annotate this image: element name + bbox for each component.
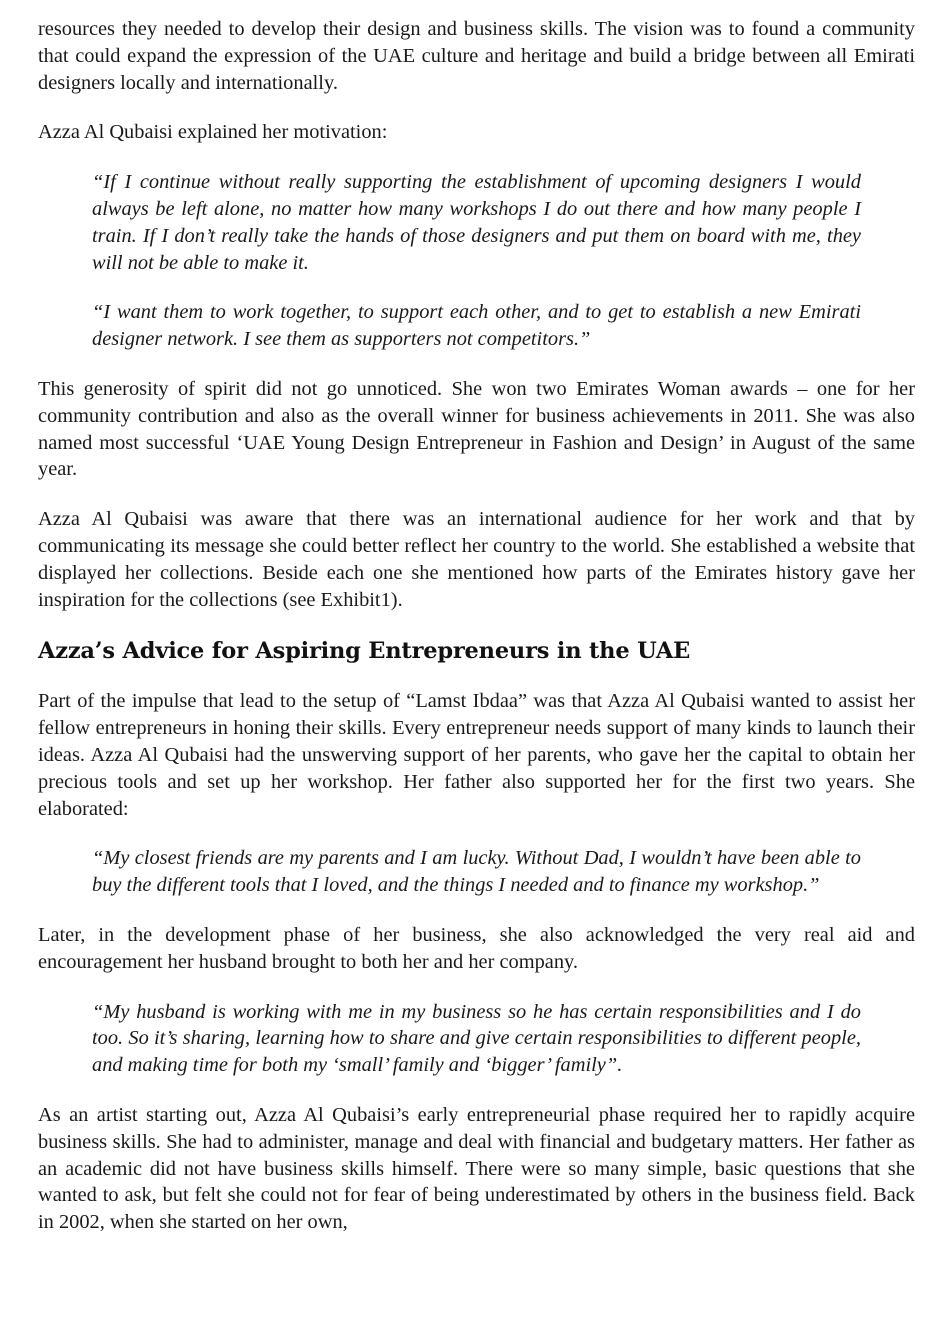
document-page bbox=[38, 16, 915, 1236]
paragraph-lamst-ibdaa: Part of the impulse that lead to the setup of “Lamst Ibdaa” was that Azza Al Qubaisi wanted to assist her fellow entrepreneurs in honing their skills. Every entrepreneur needs support of many kinds to launch their ideas. Azza Al Qubaisi had the unswerving support of her parents, who gave her the capital to obtain her precious tools and set up her workshop. Her father also supported her for the first two years. She elaborated: bbox=[38, 690, 915, 820]
quote-designer-network: “I want them to work together, to support each other, and to get to establish a new Emirati designer network. I see them as supporters not competitors.” bbox=[92, 301, 861, 351]
paragraph-awards: This generosity of spirit did not go unnoticed. She won two Emirates Woman awards – one for her community contribution and also as the overall winner for business achievements in 2011. She was also named most successful ‘UAE Young Design Entrepreneur in Fashion and Design’ in August of the same year. bbox=[38, 377, 915, 481]
paragraph-husband-support: Later, in the development phase of her business, she also acknowledged the very real aid and encouragement her husband brought to both her and her company. bbox=[38, 923, 915, 973]
quote-husband-sharing: “My husband is working with me in my business so he has certain responsibilities and I do too. So it’s sharing, learning how to share and give certain responsibilities to different people, and making time for both my ‘small’ family and ‘bigger’ family”. bbox=[92, 1000, 861, 1077]
quote-supporting-designers: “If I continue without really supporting the establishment of upcoming designers I would always be left alone, no matter how many workshops I do out there and how many people I train. If I don’t really take the hands of those designers and put them on board with me, they will not be able to make it. bbox=[92, 171, 861, 274]
paragraph-business-skills: As an artist starting out, Azza Al Qubaisi’s early entrepreneurial phase required her to rapidly acquire business skills. She had to administer, manage and deal with financial and budgetary matters. Her father as an academic did not have business skills himself. There were so many simple, basic questions that she wanted to ask, but felt she could not for fear of being underestimated by others in the business field. Back in 2002, when she started on her own, bbox=[38, 1103, 915, 1234]
paragraph-motivation-intro: Azza Al Qubaisi explained her motivation: bbox=[38, 121, 388, 144]
section-heading: Azza’s Advice for Aspiring Entrepreneurs in the UAE bbox=[38, 638, 691, 665]
paragraph-community-vision: resources they needed to develop their design and business skills. The vision was to found a community that could expand the expression of the UAE culture and heritage and build a bridge between all Emirati designers locally and internationally. bbox=[38, 18, 915, 94]
quote-parents-support: “My closest friends are my parents and I am lucky. Without Dad, I wouldn’t have been able to buy the different tools that I loved, and the things I needed and to finance my workshop.” bbox=[92, 847, 861, 897]
paragraph-international-audience: Azza Al Qubaisi was aware that there was an international audience for her work and that by communicating its message she could better reflect her country to the world. She established a website that displayed her collections. Beside each one she mentioned how parts of the Emirates history gave her inspiration for the collections (see Exhibit1). bbox=[38, 508, 915, 611]
